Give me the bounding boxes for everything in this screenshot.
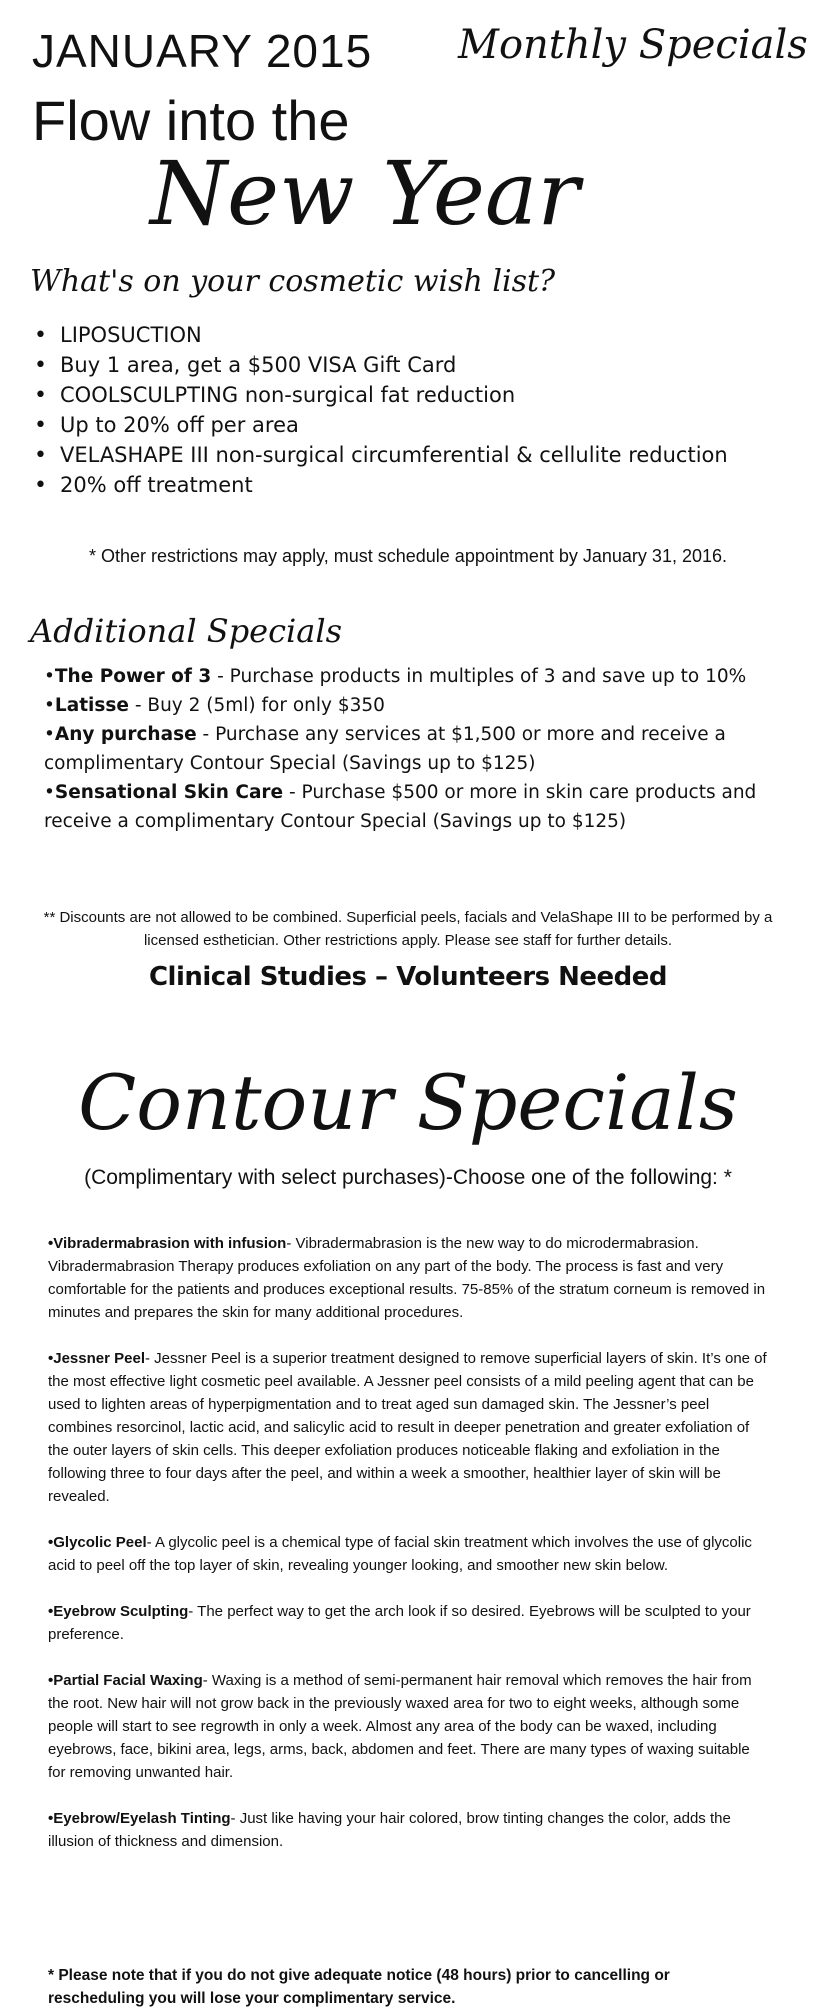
additional-specials-list: [44, 662, 780, 836]
cancellation-notice: * Please note that if you do not give adequate notice (48 hours) prior to cancelling or rescheduling you will lose your complimentary service.: [48, 1967, 670, 2007]
special-name: Any purchase: [54, 724, 197, 745]
special-name: The Power of 3: [54, 666, 212, 687]
clinical-studies-heading: Clinical Studies – Volunteers Needed: [148, 962, 668, 992]
contour-specials-title: Contour Specials: [78, 1058, 738, 1147]
wishlist-list: [34, 320, 794, 500]
treatment-desc: - Just like having your hair colored, brow tinting changes the color, adds the illusion of thickness and dimension.: [48, 1810, 731, 1850]
treatment-desc: - The perfect way to get the arch look if so desired. Eyebrows will be sculpted to your preference.: [48, 1603, 751, 1643]
treatment-item: [48, 1232, 770, 1324]
treatment-name: •Eyebrow Sculpting: [48, 1603, 189, 1620]
treatment-name: •Jessner Peel: [48, 1350, 145, 1367]
list-item: • LIPOSUCTION: [34, 320, 794, 350]
treatment-item: [48, 1807, 770, 1853]
treatment-desc: - Waxing is a method of semi-permanent hair removal which removes the hair from the root. New hair will not grow back in the previously waxed area for two to eight weeks, although some people will start to see regrowth in only a week. Almost any area of the body can be waxed, including eyebrows, face, bikini area, legs, arms, back, abdomen and feet. There are many types of waxing suitable for removing unwanted hair.: [48, 1672, 752, 1781]
special-desc: - Buy 2 (5ml) for only $350: [128, 695, 385, 716]
flow-headline: Flow into the: [32, 89, 350, 152]
treatment-item: [48, 1531, 770, 1577]
list-item: • COOLSCULPTING non-surgical fat reduction: [34, 380, 794, 410]
list-item: • VELASHAPE III non-surgical circumferential & cellulite reduction: [34, 440, 794, 470]
treatment-name: •Partial Facial Waxing: [48, 1672, 203, 1689]
list-item: [44, 778, 780, 836]
month-heading: JANUARY 2015: [32, 25, 373, 77]
list-item: • 20% off treatment: [34, 470, 794, 500]
restrictions-note: * Other restrictions may apply, must schedule appointment by January 31, 2016.: [89, 546, 727, 566]
list-item: [44, 691, 780, 720]
special-desc: - Purchase products in multiples of 3 and save up to 10%: [211, 666, 747, 687]
new-year-headline: New Year: [150, 142, 580, 245]
list-item: [44, 662, 780, 691]
monthly-specials-title: Monthly Specials: [458, 22, 808, 68]
contour-subheading: (Complimentary with select purchases)-Choose one of the following: *: [84, 1166, 732, 1189]
list-item: • Buy 1 area, get a $500 VISA Gift Card: [34, 350, 794, 380]
treatment-name: •Glycolic Peel: [48, 1534, 147, 1551]
treatment-item: [48, 1600, 770, 1646]
special-name: Latisse: [54, 695, 129, 716]
treatment-name: •Vibradermabrasion with infusion: [48, 1235, 287, 1252]
list-item: • Up to 20% off per area: [34, 410, 794, 440]
treatment-name: •Eyebrow/Eyelash Tinting: [48, 1810, 231, 1827]
discount-note: ** Discounts are not allowed to be combined. Superficial peels, facials and VelaShape III to be performed by a licensed esthetician. Other restrictions apply. Please see staff for further details.: [43, 909, 773, 949]
treatment-desc: - Jessner Peel is a superior treatment designed to remove superficial layers of skin. It’s one of the most effective light cosmetic peel available. A Jessner peel consists of a mild peeling agent that can be used to lighten areas of hyperpigmentation and to treat aged sun damaged skin. The Jessner’s peel combines resorcinol, lactic acid, and salicylic acid to result in deeper penetration and greater exfoliation of the outer layers of skin cells. This deeper exfoliation produces noticeable flaking and exfoliation in the following three to four days after the peel, and within a week a smoother, healthier layer of skin will be revealed.: [48, 1350, 767, 1505]
treatment-desc: - Vibradermabrasion is the new way to do microdermabrasion. Vibradermabrasion Therapy produces exfoliation on any part of the body. The process is fast and very comfortable for the patients and produces exceptional results. 75-85% of the stratum corneum is removed in minutes and prepares the skin for many additional procedures.: [48, 1235, 766, 1321]
treatment-item: [48, 1669, 770, 1784]
special-desc: - Purchase any services at $1,500 or more and receive a complimentary Contour Special (Savings up to $125): [44, 724, 726, 774]
special-desc: - Purchase $500 or more in skin care products and receive a complimentary Contour Special (Savings up to $125): [44, 782, 757, 832]
wishlist-heading: What's on your cosmetic wish list?: [30, 264, 556, 299]
special-name: Sensational Skin Care: [54, 782, 284, 803]
list-item: [44, 720, 780, 778]
treatment-desc: - A glycolic peel is a chemical type of facial skin treatment which involves the use of glycolic acid to peel off the top layer of skin, revealing younger looking, and smoother new skin below.: [48, 1534, 752, 1574]
additional-specials-heading: Additional Specials: [30, 612, 342, 650]
treatment-list: [48, 1232, 770, 1876]
treatment-item: [48, 1347, 770, 1508]
